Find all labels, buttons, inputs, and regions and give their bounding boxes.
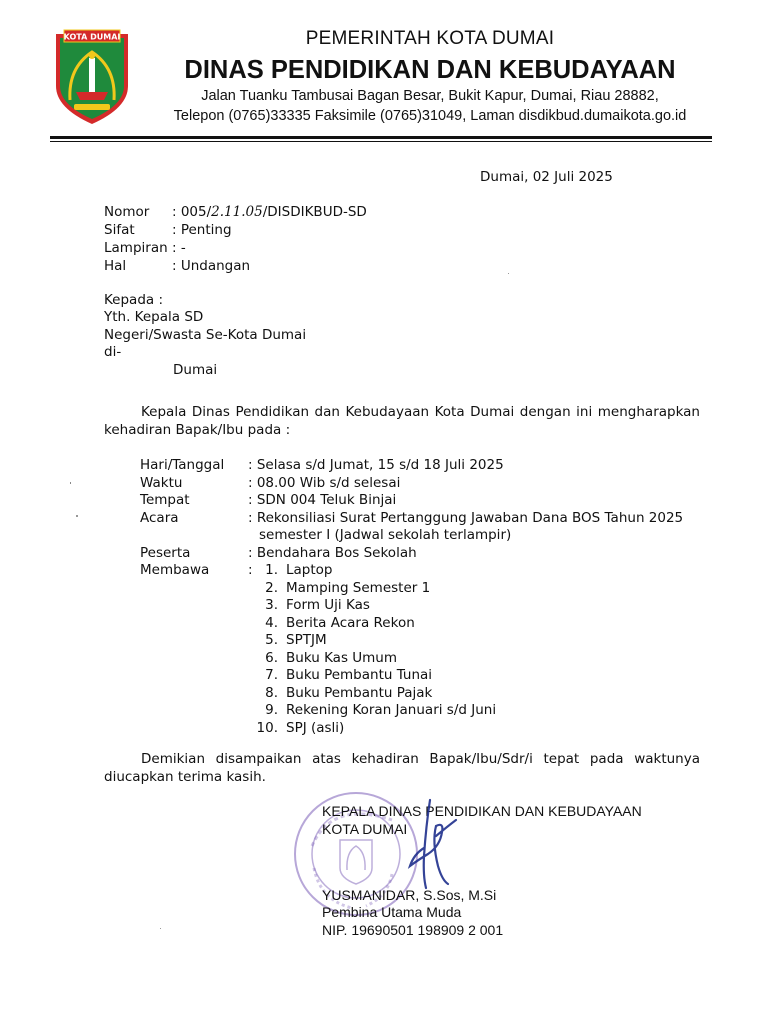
meta-sifat-value: Penting bbox=[180, 222, 232, 238]
list-item: Buku Kas Umum bbox=[286, 649, 398, 666]
scan-speck bbox=[76, 515, 78, 517]
signature-title-2: KOTA DUMAI bbox=[322, 821, 408, 837]
letter-date: Dumai, 02 Juli 2025 bbox=[480, 169, 613, 185]
membawa-list bbox=[256, 562, 556, 742]
list-item: Mamping Semester 1 bbox=[286, 579, 431, 596]
detail-label-acara: Acara bbox=[140, 510, 179, 526]
meta-nomor-prefix: 005/ bbox=[180, 204, 212, 220]
scan-speck bbox=[508, 273, 509, 274]
detail-label-waktu: Waktu bbox=[140, 475, 183, 491]
list-item-number: 5. bbox=[265, 632, 278, 648]
list-item: SPTJM bbox=[286, 632, 327, 648]
detail-value-peserta: : Bendahara Bos Sekolah bbox=[248, 545, 417, 561]
meta-nomor-suffix: /DISDIKBUD-SD bbox=[262, 204, 367, 220]
meta-value-hal bbox=[172, 258, 250, 276]
list-item-number: 7. bbox=[265, 667, 278, 683]
recipient-kepada: Kepada : bbox=[104, 292, 164, 308]
meta-label-lampiran: Lampiran bbox=[104, 240, 168, 256]
list-item: Rekening Koran Januari s/d Juni bbox=[286, 702, 497, 718]
meta-sep: : bbox=[172, 204, 181, 220]
svg-text:KOTA DUMAI: KOTA DUMAI bbox=[63, 32, 121, 42]
meta-value-nomor bbox=[172, 204, 367, 222]
handwritten-signature bbox=[396, 796, 466, 896]
letterhead-address: Jalan Tuanku Tambusai Bagan Besar, Bukit Kapur, Dumai, Riau 28882, bbox=[201, 88, 659, 104]
header-divider bbox=[50, 136, 712, 139]
list-item-number: 9. bbox=[265, 702, 278, 718]
detail-label-tempat: Tempat bbox=[140, 492, 190, 508]
intro-paragraph: Kepala Dinas Pendidikan dan Kebudayaan Kota Dumai dengan ini mengharapkan kehadiran Bapak/Ibu pada : bbox=[104, 404, 700, 438]
detail-value-hari: : Selasa s/d Jumat, 15 s/d 18 Juli 2025 bbox=[248, 457, 504, 473]
scan-speck bbox=[70, 482, 71, 484]
list-item-number: 10. bbox=[256, 719, 278, 736]
meta-label-nomor: Nomor bbox=[104, 204, 150, 220]
city-logo bbox=[52, 28, 132, 126]
meta-value-lampiran bbox=[172, 240, 186, 258]
recipient-di: di- bbox=[104, 344, 122, 360]
meta-sep: : bbox=[172, 240, 181, 256]
detail-label-hari: Hari/Tanggal bbox=[140, 457, 225, 473]
detail-label-membawa: Membawa bbox=[140, 562, 210, 578]
meta-value-sifat bbox=[172, 222, 232, 240]
list-item: SPJ (asli) bbox=[286, 719, 345, 736]
recipient-city: Dumai bbox=[173, 362, 218, 378]
meta-hal-value: Undangan bbox=[180, 258, 251, 274]
meta-label-hal: Hal bbox=[104, 258, 127, 274]
list-item-number: 1. bbox=[265, 562, 278, 578]
list-item-number: 2. bbox=[265, 579, 278, 596]
detail-value-waktu: : 08.00 Wib s/d selesai bbox=[248, 475, 401, 491]
detail-value-tempat: : SDN 004 Teluk Binjai bbox=[248, 492, 397, 508]
list-item: Buku Pembantu Pajak bbox=[286, 684, 433, 701]
letterhead-office: DINAS PENDIDIKAN DAN KEBUDAYAAN bbox=[184, 56, 676, 84]
recipient-yth: Yth. Kepala SD bbox=[104, 309, 204, 325]
signatory-nip: NIP. 19690501 198909 2 001 bbox=[322, 922, 504, 938]
list-item-number: 4. bbox=[265, 614, 278, 631]
list-item: Form Uji Kas bbox=[286, 597, 370, 613]
recipient-line2: Negeri/Swasta Se-Kota Dumai bbox=[104, 327, 307, 343]
signatory-rank: Pembina Utama Muda bbox=[322, 904, 462, 920]
list-item: Laptop bbox=[286, 562, 333, 578]
meta-label-sifat: Sifat bbox=[104, 222, 135, 238]
list-item: Buku Pembantu Tunai bbox=[286, 667, 433, 683]
detail-label-peserta: Peserta bbox=[140, 545, 191, 561]
letterhead-government: PEMERINTAH KOTA DUMAI bbox=[305, 28, 555, 49]
meta-lampiran-value: - bbox=[180, 240, 186, 256]
detail-value-acara: : Rekonsiliasi Surat Pertanggung Jawaban Dana BOS Tahun 2025 bbox=[248, 510, 684, 526]
list-item-number: 6. bbox=[265, 649, 278, 666]
meta-sep: : bbox=[172, 222, 181, 238]
list-item-number: 3. bbox=[265, 597, 278, 613]
list-item-number: 8. bbox=[265, 684, 278, 701]
meta-sep: : bbox=[172, 258, 181, 274]
closing-paragraph: Demikian disampaikan atas kehadiran Bapak/Ibu/Sdr/i tepat pada waktunya diucapkan terima kasih. bbox=[104, 751, 700, 785]
list-item: Berita Acara Rekon bbox=[286, 614, 415, 631]
meta-nomor-handwritten: 2.11.05 bbox=[211, 204, 263, 220]
scan-speck bbox=[160, 928, 161, 929]
detail-colon-membawa: : bbox=[248, 562, 253, 578]
detail-value-acara-cont: semester I (Jadwal sekolah terlampir) bbox=[259, 527, 512, 543]
letterhead-contact: Telepon (0765)33335 Faksimile (0765)31049, Laman disdikbud.dumaikota.go.id bbox=[173, 108, 687, 124]
header-divider-thin bbox=[50, 141, 712, 142]
signatory-name: YUSMANIDAR, S.Sos, M.Si bbox=[322, 887, 497, 903]
signature-title-1: KEPALA DINAS PENDIDIKAN DAN KEBUDAYAAN bbox=[322, 803, 642, 819]
